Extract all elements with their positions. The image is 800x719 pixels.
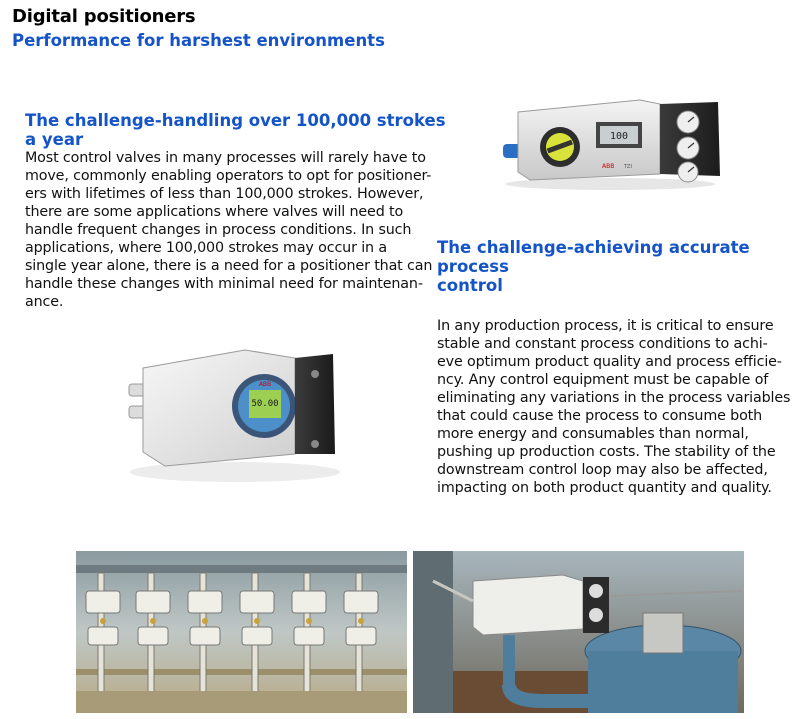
body-line: ncy. Any control equipment must be capable of xyxy=(437,372,769,388)
installation-photo-left xyxy=(76,551,407,713)
body-line: In any production process, it is critical to ensure xyxy=(437,318,774,334)
page-title: Digital positioners xyxy=(12,6,196,27)
heading-line: The challenge-achieving accurate xyxy=(437,238,750,257)
heading-line: a year xyxy=(25,130,84,149)
body-line: handle these changes with minimal need for maintenan- xyxy=(25,276,423,292)
installation-photo xyxy=(76,551,407,713)
body-line: single year alone, there is a need for a positioner that can xyxy=(25,258,433,274)
positioner-product-image-mid xyxy=(125,344,345,484)
body-line: that could cause the process to consume both xyxy=(437,408,763,424)
heading-line: process xyxy=(437,257,509,276)
section-handling-strokes xyxy=(25,111,445,311)
lcd-readout: 100 xyxy=(609,131,629,142)
section-heading xyxy=(25,111,445,149)
section-body xyxy=(25,149,445,311)
heading-line: control xyxy=(437,276,503,295)
section-heading xyxy=(437,238,792,295)
body-line: eve optimum product quality and process efficie- xyxy=(437,354,782,370)
valve-photo xyxy=(413,551,744,713)
section-accurate-control xyxy=(437,238,792,497)
body-line: applications, where 100,000 strokes may occur in a xyxy=(25,240,387,256)
positioner-product-image-top xyxy=(500,92,725,192)
brand-logo: ABB xyxy=(258,381,272,388)
body-line: pushing up production costs. The stability of the xyxy=(437,444,776,460)
body-line: Most control valves in many processes will rarely have to xyxy=(25,150,426,166)
body-line: downstream control loop may also be affected, xyxy=(437,462,768,478)
body-line: there are some applications where valves will need to xyxy=(25,204,404,220)
body-line: stable and constant process conditions to achi- xyxy=(437,336,768,352)
body-line: impacting on both product quantity and quality. xyxy=(437,480,772,496)
positioner-illustration xyxy=(125,344,345,484)
section-body xyxy=(437,317,792,497)
lcd-readout: 50.00 xyxy=(251,399,279,409)
body-line: more energy and consumables than normal, xyxy=(437,426,749,442)
model-label: TZI xyxy=(624,164,632,170)
body-line: eliminating any variations in the process variables xyxy=(437,390,791,406)
body-line: handle frequent changes in process conditions. In such xyxy=(25,222,412,238)
positioner-illustration xyxy=(500,92,725,192)
heading-line: The challenge-handling over 100,000 strokes xyxy=(25,111,446,130)
body-line: move, commonly enabling operators to opt for positioner- xyxy=(25,168,432,184)
page-subtitle: Performance for harshest environments xyxy=(12,31,385,50)
body-line: ance. xyxy=(25,294,64,310)
body-line: ers with lifetimes of less than 100,000 strokes. However, xyxy=(25,186,424,202)
brand-logo: ABB xyxy=(602,163,615,170)
installation-photo-right xyxy=(413,551,744,713)
